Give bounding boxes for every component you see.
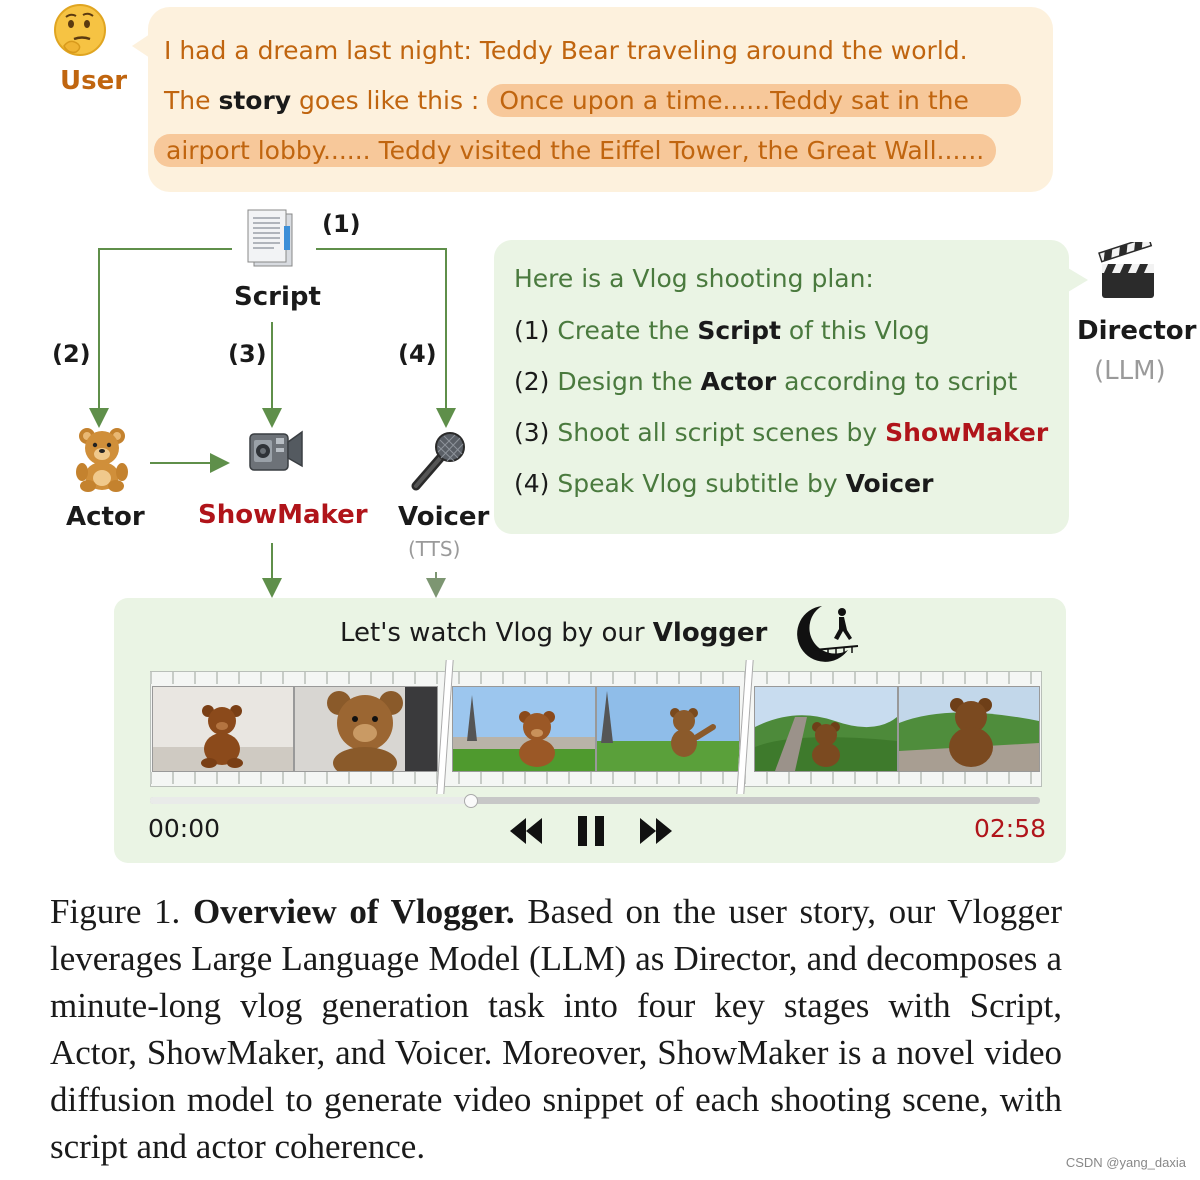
arrow-script-to-actor [99,249,232,418]
clapperboard-icon [1098,242,1158,302]
plan-item-3-pre: Shoot all script scenes by [549,418,886,447]
caption-fig-number: Figure 1. [50,892,181,931]
actor-label: Actor [66,502,145,532]
step-2-label: (2) [52,340,91,368]
director-intro: Here is a Vlog shooting plan: [514,264,874,293]
caption-bold-title: Overview of Vlogger. [192,892,515,931]
rewind-button[interactable] [508,816,544,846]
plan-item-1 [514,316,930,345]
film-sprockets-bottom [150,772,1040,784]
time-start: 00:00 [148,814,221,843]
script-label: Script [234,282,321,312]
step-1-label: (1) [322,210,361,238]
figure-caption [50,888,1062,1170]
director-label: Director [1077,316,1197,346]
plan-item-3-bold: ShowMaker [885,418,1049,447]
plan-item-2-bold: Actor [700,367,777,396]
microphone-icon [408,430,468,492]
plan-item-1-num: (1) [514,316,550,345]
watermark: CSDN @yang_daxia [1065,1155,1186,1170]
player-title [340,618,767,648]
story-highlight-1: Once upon a time......Teddy sat in the [487,84,1021,117]
plan-item-2-post: according to script [776,367,1018,396]
progress-track[interactable] [150,797,1040,804]
plan-item-2-pre: Design the [549,367,701,396]
user-label: User [60,66,128,96]
story-word: story [218,86,292,115]
voicer-sub-label: (TTS) [408,537,461,561]
progress-played [150,797,470,804]
video-frame-3 [452,686,596,772]
video-frame-2 [294,686,438,772]
director-bubble-tail [1068,268,1088,292]
video-frame-5 [754,686,898,772]
fast-forward-icon [638,816,674,846]
showmaker-label: ShowMaker [198,500,368,530]
plan-item-3-num: (3) [514,418,550,447]
vlogger-moon-logo-icon [792,602,862,664]
plan-item-2-num: (2) [514,367,550,396]
video-frame-6 [898,686,1040,772]
rewind-icon [508,816,544,846]
pause-button[interactable] [576,814,606,848]
plan-item-2 [514,367,1017,396]
story-highlight-2: airport lobby...... Teddy visited the Eiffel Tower, the Great Wall...... [154,134,996,167]
user-line-2-prefix: The [164,86,219,115]
player-title-bold: Vlogger [652,618,768,648]
user-line-1: I had a dream last night: Teddy Bear traveling around the world. [164,36,968,65]
plan-item-1-post: of this Vlog [780,316,930,345]
plan-item-4-bold: Voicer [845,469,934,498]
video-camera-icon [246,424,306,478]
fast-forward-button[interactable] [638,816,674,846]
plan-item-3 [514,418,1048,447]
pause-icon [576,814,606,848]
player-title-pre: Let's watch Vlog by our [340,618,653,648]
step-3-label: (3) [228,340,267,368]
teddy-bear-icon [70,426,134,492]
video-frame-4 [596,686,740,772]
plan-item-4-num: (4) [514,469,550,498]
caption-body: Based on the user story, our Vlogger leverages Large Language Model (LLM) as Director, and decomposes a minute-long vlog generation task into four key stages with Script, Actor, ShowMaker, and Voicer. Moreover, ShowMaker is a novel video diffusion model to generate video snippet of each shooting scene, with script and actor coherence. [50,892,1062,1166]
arrow-script-to-voicer [316,249,446,418]
video-frame-1 [152,686,294,772]
user-line-2-rest: goes like this : [291,86,488,115]
step-4-label: (4) [398,340,437,368]
plan-item-4 [514,469,933,498]
voicer-label: Voicer [398,502,490,532]
time-end: 02:58 [974,814,1047,843]
plan-item-1-pre: Create the [549,316,698,345]
plan-item-4-pre: Speak Vlog subtitle by [549,469,846,498]
plan-item-1-bold: Script [697,316,781,345]
director-sub-label: (LLM) [1094,356,1166,386]
film-sprockets-top [150,672,1040,684]
